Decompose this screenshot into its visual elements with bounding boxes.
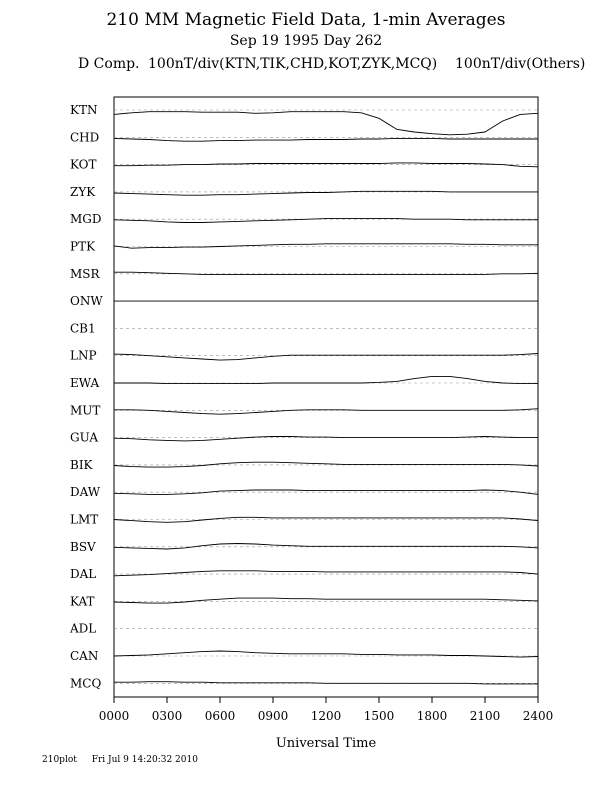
traces [114,112,538,684]
trace-ewa [114,376,538,383]
station-label-zyk: ZYK [70,184,96,199]
component-label: D Comp. [78,56,140,72]
x-tick-label: 0000 [98,709,130,723]
trace-dal [114,571,538,576]
plot-frame [114,97,538,697]
x-tick-label: 1500 [363,709,395,723]
trace-mcq [114,682,538,684]
station-label-adl: ADL [70,621,97,636]
station-label-msr: MSR [70,266,100,281]
station-label-lnp: LNP [70,348,97,363]
x-tick-label: 2400 [522,709,554,723]
x-ticks [99,697,554,723]
trace-msr [114,272,538,274]
x-tick-label: 0600 [204,709,236,723]
station-label-ptk: PTK [70,239,96,254]
station-label-kot: KOT [70,157,97,172]
x-tick-label: 1800 [416,709,448,723]
station-label-lmt: LMT [70,512,99,527]
station-label-onw: ONW [70,294,103,309]
baselines [114,110,538,683]
footer [42,755,210,765]
station-label-mgd: MGD [70,212,102,227]
chart-date: Sep 19 1995 Day 262 [229,33,383,49]
station-label-chd: CHD [70,130,100,145]
station-label-cb1: CB1 [70,321,96,336]
station-label-ewa: EWA [70,376,100,390]
x-tick-label: 0900 [257,709,289,723]
station-label-bsv: BSV [70,539,96,554]
x-tick-label: 2100 [469,709,501,723]
x-axis-label: Universal Time [275,736,377,751]
station-label-gua: GUA [70,430,98,445]
station-label-mcq: MCQ [70,676,102,691]
trace-kat [114,598,538,603]
trace-ptk [114,244,538,248]
station-labels [69,103,103,690]
footer-timestamp: Fri Jul 9 14:20:32 2010 [91,755,198,765]
scale-primary-label: 100nT/div(KTN,TIK,CHD,KOT,ZYK,MCQ) [148,56,438,72]
trace-ktn [114,112,538,135]
station-label-can: CAN [70,649,99,663]
station-label-ktn: KTN [70,103,98,117]
trace-gua [114,437,538,441]
trace-mut [114,409,538,415]
trace-chd [114,138,538,141]
trace-bsv [114,544,538,550]
station-label-daw: DAW [70,485,101,500]
trace-lnp [114,354,538,361]
chart-title: 210 MM Magnetic Field Data, 1-min Averages [106,10,506,30]
scale-others-label: 100nT/div(Others) [455,56,586,72]
x-tick-label: 0300 [151,709,183,723]
station-label-kat: KAT [70,594,95,609]
x-tick-label: 1200 [310,709,342,723]
station-label-bik: BIK [70,457,93,472]
footer-program: 210plot [42,755,77,765]
station-label-dal: DAL [70,567,97,582]
station-label-mut: MUT [70,403,101,418]
